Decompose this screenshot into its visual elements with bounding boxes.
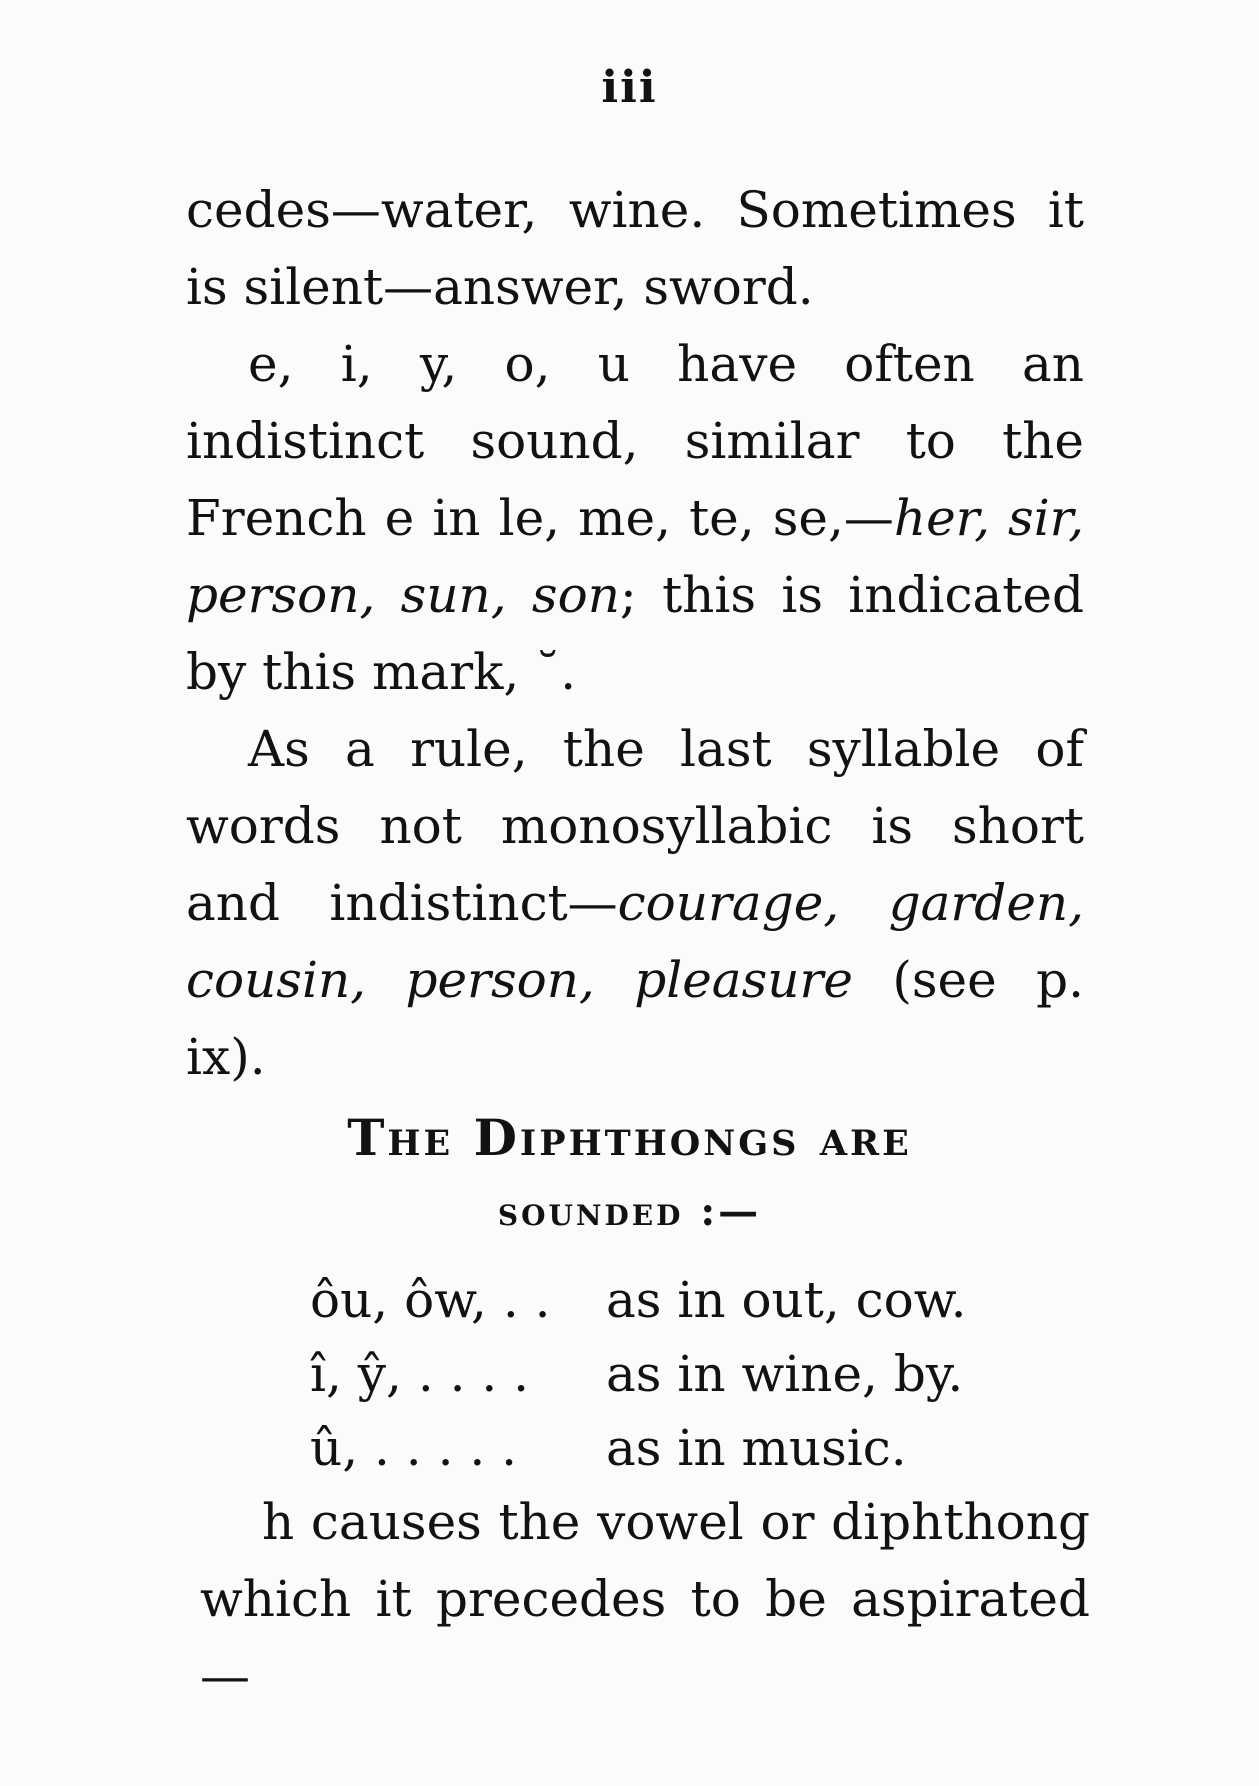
diphthong-value: as in out, cow. [606,1271,967,1329]
diphthong-key: î, ŷ, . . . . [310,1345,530,1403]
page-number: iii [601,62,658,113]
paragraph-3 [186,711,1084,1096]
paragraph-3-text-a: As a rule, the last syllable of words not monosyllabic is short and indistinct— [186,720,1084,932]
section-subheading: sounded :— [497,1188,762,1235]
paragraph-2-italic-words: her, sir, person, sun, son [186,489,1084,624]
diphthong-row [310,1336,963,1413]
paragraph-2 [186,326,1084,711]
diphthong-key: ôu, ôw, . . [310,1271,551,1329]
paragraph-3-text-b: (see p. ix). [186,951,1084,1086]
diphthong-row [310,1262,967,1339]
final-text [200,1484,1090,1715]
section-heading: The Diphthongs are [347,1108,912,1167]
diphthong-value: as in music. [606,1419,907,1477]
main-text [186,172,1084,1096]
diphthong-row [310,1410,907,1487]
paragraph-1: cedes—water, wine. Sometimes it is silent—answer, sword. [186,181,1084,316]
paragraph-2-text-a: e, i, y, o, u have often an indistinct sound, similar to the French e in le, me, te, se,— [186,335,1084,547]
paragraph-3-italic-words: courage, garden, cousin, person, pleasure [186,874,1084,1009]
paragraph-2-text-b: ; this is indicated by this mark, ˘. [186,566,1084,701]
paragraph-4: h causes the vowel or diphthong which it precedes to be aspirated— [200,1493,1090,1705]
diphthong-key: û, . . . . . [310,1419,518,1477]
diphthong-value: as in wine, by. [606,1345,964,1403]
